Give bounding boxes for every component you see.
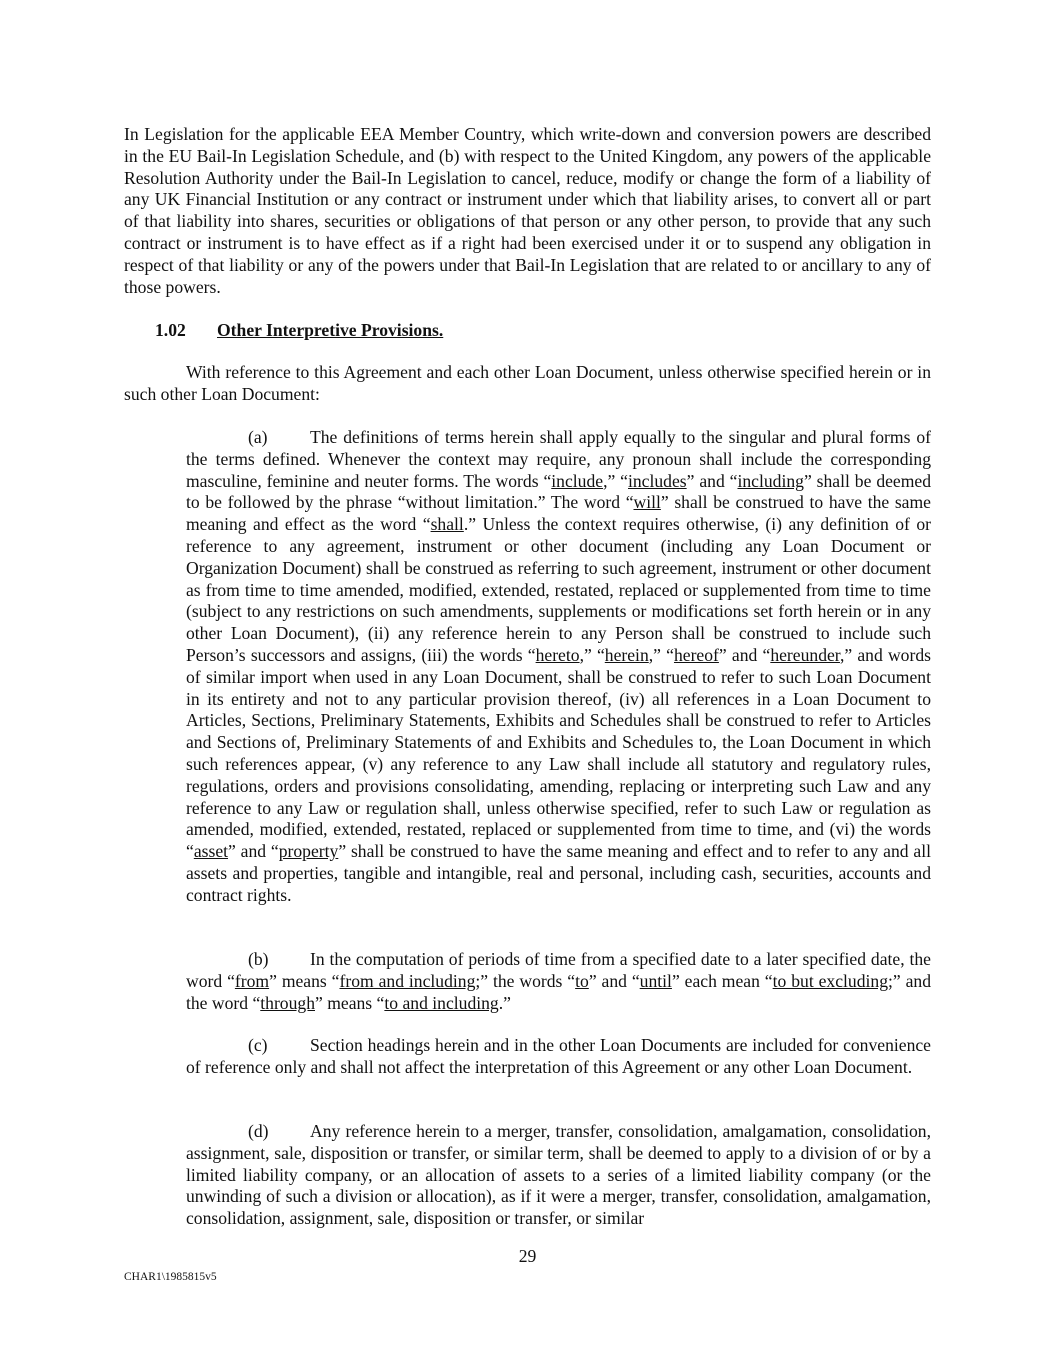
clause-label: (a) — [248, 427, 268, 447]
clause-text: ” shall be deemed to be followed by the phrase “without limitation.” The word “ — [186, 470, 932, 513]
clause-text: ” each mean “ — [671, 970, 773, 991]
defined-term: hereunder — [770, 644, 840, 665]
clause-text: The definitions of terms herein shall apply equally to the singular and plural forms of the terms defined. Whenever the context may require, any pronoun shall include the corresponding masculine, feminine and neuter forms. The words “ — [186, 427, 931, 491]
clause-text: ” means “ — [315, 992, 385, 1013]
clause-a — [186, 427, 931, 907]
defined-term: will — [633, 492, 661, 513]
clause-text: ,” “ — [603, 470, 628, 491]
lead-in-paragraph: With reference to this Agreement and each other Loan Document, unless otherwise specified herein or in such other Loan Document: — [124, 362, 931, 404]
defined-term: include — [551, 470, 604, 491]
defined-term: to — [575, 970, 589, 991]
clause-label: (b) — [248, 949, 269, 969]
clause-label: (d) — [248, 1121, 269, 1141]
clause-text: ,” “ — [579, 644, 605, 665]
defined-term: hereto — [535, 644, 580, 665]
section-number: 1.02 — [155, 320, 186, 340]
defined-term: shall — [430, 514, 464, 535]
clause-text: In the computation of periods of time from a specified date to a later specified date, the word “ — [186, 949, 931, 991]
section-heading — [155, 320, 443, 342]
defined-term: herein — [604, 644, 649, 665]
defined-term: to and including — [384, 992, 499, 1013]
defined-term: from — [234, 970, 270, 991]
clause-d — [186, 1121, 931, 1230]
clause-text: ” and “ — [686, 470, 738, 491]
clause-c — [186, 1035, 931, 1079]
clause-text: ,” and words of similar import when used in any Loan Document, shall be construed to refer to such Loan Document in its entirety and not to any particular provision thereof, (iv) all references in a Loan Document to Articles, Sections, Preliminary Statements, Exhibits and Schedules shall be construed to refer to Articles and Sections of, Preliminary Statements of and Exhibits and Schedules to, the Loan Document in which such references appear, (v) any reference to any Law shall include all statutory and regulatory rules, regulations, orders and provisions consolidating, amending, replacing or interpreting such Law and any reference to any Law or regulation shall, unless otherwise specified, refer to such Law or regulation as amended, modified, extended, restated, replaced or supplemented from time to time, and (vi) the words “ — [186, 644, 931, 862]
section-title: Other Interpretive Provisions. — [217, 320, 444, 340]
defined-term: until — [639, 970, 672, 991]
defined-term: including — [737, 470, 804, 491]
page-number: 29 — [518, 1246, 537, 1266]
clause-text: ;” and the word “ — [186, 970, 932, 1013]
clause-text: ” and “ — [588, 970, 640, 991]
clause-text: ” shall be construed to have the same meaning and effect as the word “ — [186, 492, 931, 535]
clause-text: .” Unless the context requires otherwise, (i) any definition of or reference to any agreement, instrument or other document (including any Loan Document or Organization Document) shall be construed as referring to such agreement, instrument or other document as from time to time amended, modified, extended, restated, replaced or supplemented from time to time (subject to any restrictions on such amendments, supplements or modifications set forth herein or in any other Loan Document), (ii) any reference herein to any Person shall be construed to include such Person’s successors and assigns, (iii) the words “ — [186, 514, 931, 665]
clause-text: ” means “ — [269, 970, 340, 991]
clause-text: ,” “ — [648, 644, 674, 665]
clause-text: Any reference herein to a merger, transfer, consolidation, amalgamation, consolidation, assignment, sale, disposition or transfer, or similar term, shall be deemed to apply to a division of or by a limited liability company, or an allocation of assets to a series of a limited liability company (or the unwinding of such a division or allocation), as if it were a merger, transfer, consolidation, amalgamation, consolidation, assignment, sale, disposition or transfer, or similar — [186, 1121, 931, 1229]
defined-term: through — [260, 992, 315, 1013]
defined-term: property — [278, 841, 339, 862]
defined-term: hereof — [673, 644, 719, 665]
defined-term: to but excluding — [772, 970, 888, 991]
clause-text: ” shall be construed to have the same meaning and effect and to refer to any and all assets and properties, tangible and intangible, real and personal, including cash, securities, accounts and contract rights. — [186, 841, 931, 905]
intro-paragraph: In Legislation for the applicable EEA Member Country, which write-down and conversion powers are described in the EU Bail-In Legislation Schedule, and (b) with respect to the United Kingdom, any powers of the applicable Resolution Authority under the Bail-In Legislation to cancel, reduce, modify or change the form of a liability of any UK Financial Institution or any contract or instrument under which that liability arises, to convert all or part of that liability into shares, securities or obligations of that person or any other person, to provide that any such contract or instrument is to have effect as if a right had been exercised under it or to suspend any obligation in respect of that liability or any of the powers under that Bail-In Legislation that are related to or ancillary to any of those powers. — [124, 124, 931, 297]
defined-term: from and including — [339, 970, 476, 991]
clause-label: (c) — [248, 1035, 268, 1055]
document-id: CHAR1\1985815v5 — [124, 1271, 217, 1283]
defined-term: asset — [193, 841, 229, 862]
clause-text: ;” the words “ — [475, 970, 576, 991]
clause-text: ” and “ — [718, 644, 771, 665]
clause-text: Section headings herein and in the other Loan Documents are included for convenience of reference only and shall not affect the interpretation of this Agreement or any other Loan Document. — [186, 1035, 931, 1077]
clause-b — [186, 949, 931, 1014]
clause-text: .” — [498, 992, 511, 1013]
defined-term: includes — [628, 470, 687, 491]
clause-text: ” and “ — [228, 841, 279, 862]
